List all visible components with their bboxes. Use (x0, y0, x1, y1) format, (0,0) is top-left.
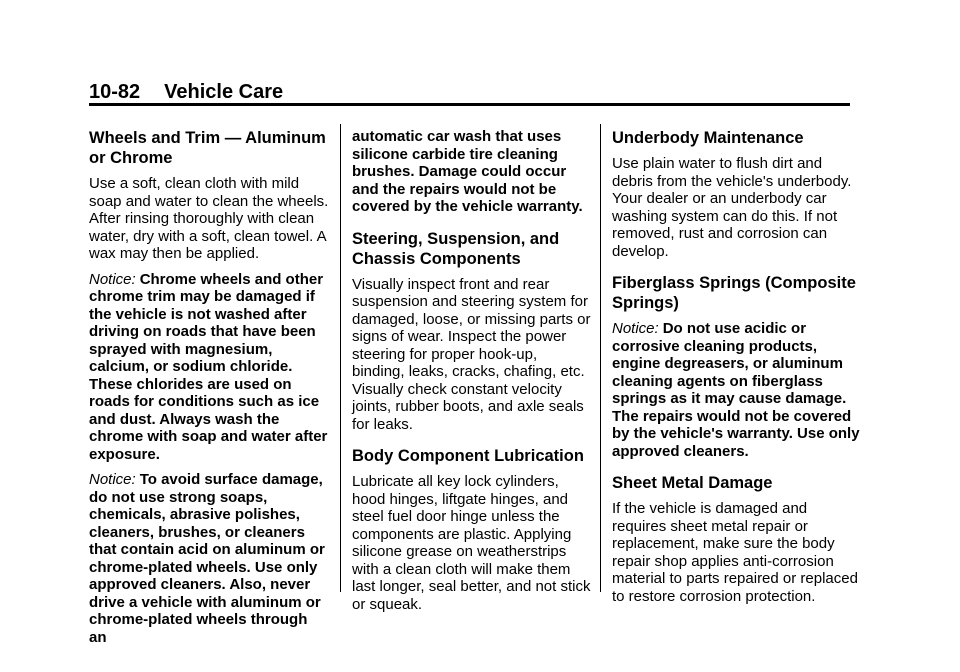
column-divider-1 (340, 124, 341, 592)
notice-text: Chrome wheels and other chrome trim may be damaged if the vehicle is not washed after driving on roads that have been sprayed with magnesium, calcium, or sodium chloride. These chlorides are used on roads for conditions such as ice and dust. Always wash the chrome with soap and water after exposure. (89, 270, 328, 463)
paragraph-wheels-cleaning: Use a soft, clean cloth with mild soap and water to clean the wheels. After rinsing thoroughly with clean water, dry with a soft, clean towel. A wax may then be applied. (89, 175, 329, 262)
notice-label: Notice: (89, 270, 136, 288)
header-rule (89, 103, 850, 106)
heading-wheels-and-trim: Wheels and Trim — Aluminum or Chrome (89, 129, 326, 167)
notice-label: Notice: (612, 320, 659, 337)
page-header (89, 81, 849, 103)
notice-surface-damage (89, 471, 329, 646)
notice-text: To avoid surface damage, do not use strong soaps, chemicals, abrasive polishes, cleaners, brushes, or cleaners that contain acid on aluminum or chrome-plated wheels. Use only approved cleaners. Also, never drive a vehicle with aluminum or chrome-plated wheels through an (89, 471, 325, 646)
column-divider-2 (600, 124, 601, 592)
paragraph-lubrication: Lubricate all key lock cylinders, hood hinges, liftgate hinges, and steel fuel door hinge unless the components are plastic. Applying silicone grease on weatherstrips with a clean cloth will make them last longer, seal better, and not stick or squeak. (352, 473, 591, 613)
section-title: Vehicle Care (164, 81, 284, 103)
notice-text: Do not use acidic or corrosive cleaning products, engine degreasers, or aluminum cleaning agents on fiberglass springs as it may cause damage. The repairs would not be covered by the vehicle's warranty. Use only approved cleaners. (612, 320, 860, 460)
column-1 (89, 128, 329, 654)
paragraph-steering-inspection: Visually inspect front and rear suspension and steering system for damaged, loose, or missing parts or signs of wear. Inspect the power steering for proper hook-up, binding, leaks, cracks, chafing, etc. Visually check constant velocity joints, rubber boots, and axle seals for leaks. (352, 275, 591, 433)
notice-chrome-damage (89, 271, 329, 464)
page-number: 10-82 (89, 81, 141, 103)
column-2 (352, 128, 592, 621)
paragraph-underbody: Use plain water to flush dirt and debris from the vehicle's underbody. Your dealer or an underbody car washing system can do this. If not removed, rust and corrosion can develop. (612, 155, 852, 260)
heading-sheet-metal-damage: Sheet Metal Damage (612, 474, 773, 492)
heading-steering-suspension: Steering, Suspension, and Chassis Components (352, 229, 560, 268)
notice-continuation: automatic car wash that uses silicone carbide tire cleaning brushes. Damage could occur and the repairs would not be covered by the vehicle warranty. (352, 128, 583, 215)
notice-label: Notice: (89, 471, 136, 488)
column-3 (612, 128, 860, 613)
paragraph-sheet-metal: If the vehicle is damaged and requires sheet metal repair or replacement, make sure the body repair shop applies anti-corrosion material to parts repaired or replaced to restore corrosion protection. (612, 500, 858, 605)
heading-fiberglass-springs: Fiberglass Springs (Composite Springs) (612, 274, 856, 312)
heading-body-lubrication: Body Component Lubrication (352, 447, 584, 465)
notice-fiberglass (612, 320, 860, 460)
heading-underbody-maintenance: Underbody Maintenance (612, 129, 804, 147)
